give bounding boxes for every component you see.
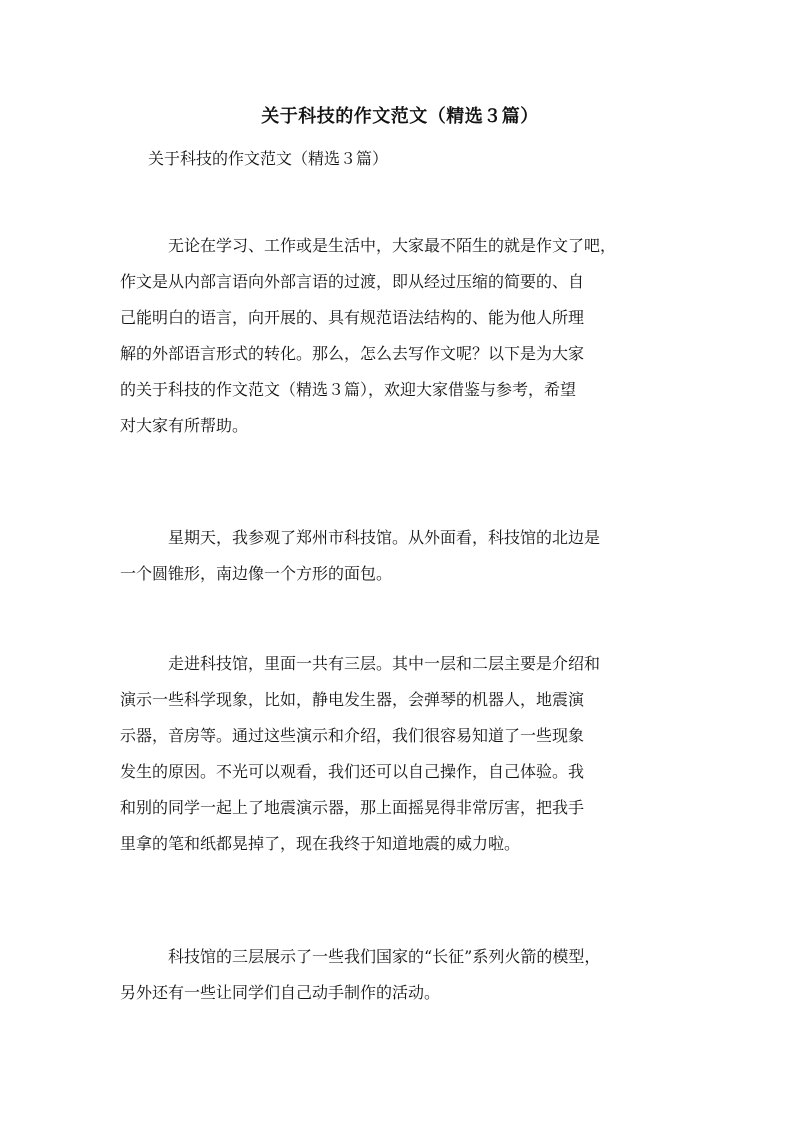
paragraph-rockets (120, 939, 700, 1011)
paragraph-visit (120, 520, 700, 592)
paragraph-line: 一个圆锥形，南边像一个方形的面包。 (120, 564, 393, 583)
paragraph-line: 作文是从内部言语向外部言语的过渡，即从经过压缩的简要的、自 (120, 272, 585, 291)
paragraph-line: 走进科技馆，里面一共有三层。其中一层和二层主要是介绍和 (168, 654, 601, 673)
paragraph-intro (120, 228, 700, 444)
document-subtitle: 关于科技的作文范文（精选３篇） (148, 149, 389, 168)
paragraph-line: 己能明白的语言，向开展的、具有规范语法结构的、能为他人所理 (120, 308, 585, 327)
paragraph-line: 无论在学习、工作或是生活中，大家最不陌生的就是作文了吧， (168, 236, 617, 255)
document-title: 关于科技的作文范文（精选３篇） (261, 106, 539, 127)
paragraph-line: 的关于科技的作文范文（精选３篇），欢迎大家借鉴与参考，希望 (120, 380, 577, 399)
paragraph-line: 星期天，我参观了郑州市科技馆。从外面看，科技馆的北边是 (168, 528, 601, 547)
paragraph-line: 和别的同学一起上了地震演示器，那上面摇晃得非常厉害，把我手 (120, 798, 585, 817)
paragraph-line: 科技馆的三层展示了一些我们国家的“长征”系列火箭的模型， (168, 947, 601, 966)
paragraph-line: 里拿的笔和纸都晃掉了，现在我终于知道地震的威力啦。 (120, 834, 521, 853)
paragraph-line: 演示一些科学现象，比如，静电发生器，会弹琴的机器人，地震演 (120, 690, 585, 709)
paragraph-line: 示器，音房等。通过这些演示和介绍，我们很容易知道了一些现象 (120, 726, 585, 745)
paragraph-inside (120, 646, 700, 862)
paragraph-line: 对大家有所帮助。 (120, 416, 249, 435)
paragraph-line: 解的外部语言形式的转化。那么，怎么去写作文呢？以下是为大家 (120, 344, 585, 363)
paragraph-line: 发生的原因。不光可以观看，我们还可以自己操作，自己体验。我 (120, 762, 585, 781)
paragraph-line: 另外还有一些让同学们自己动手制作的活动。 (120, 983, 441, 1002)
